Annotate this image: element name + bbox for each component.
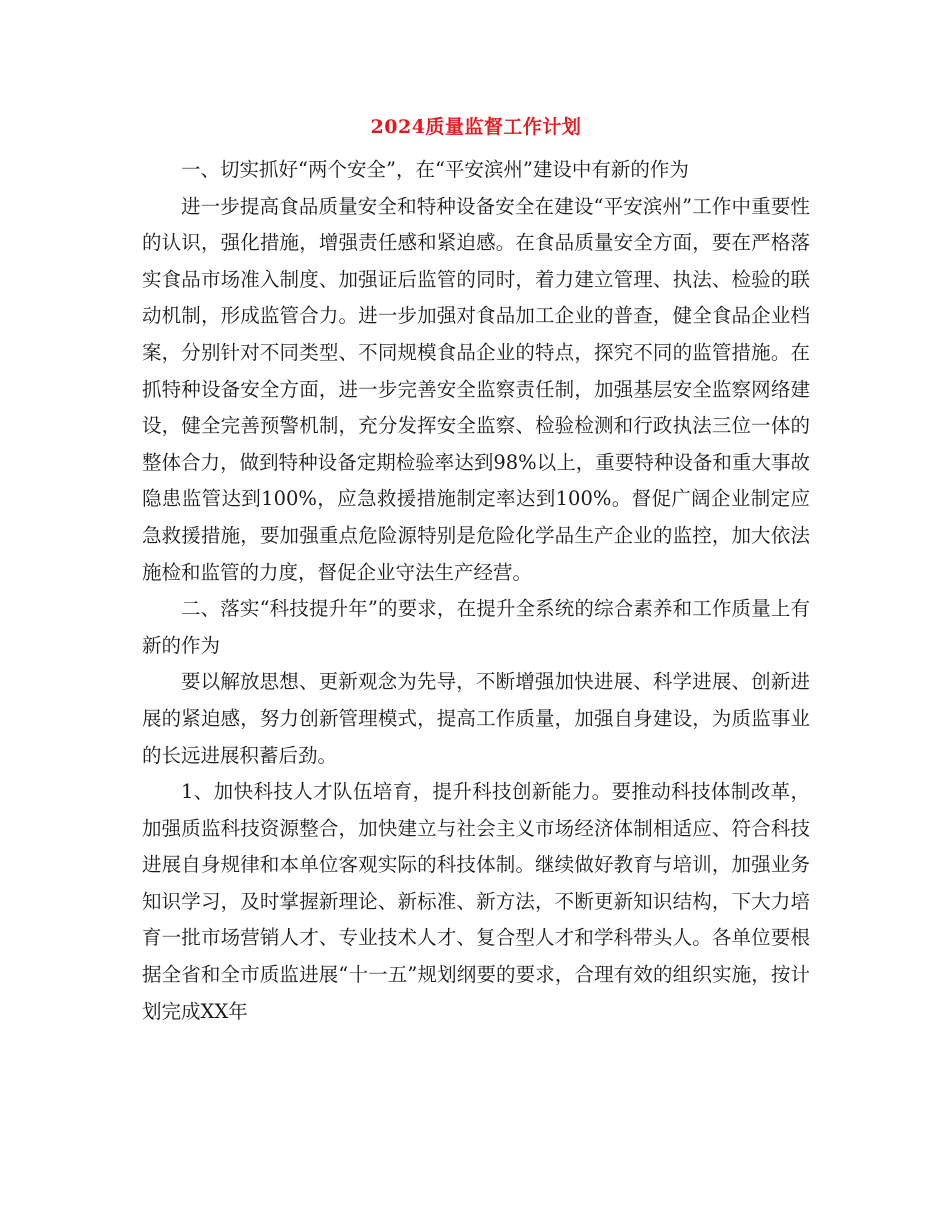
heading-section-two: 二、落实“科技提升年”的要求，在提升全系统的综合素养和工作质量上有新的作为	[142, 597, 810, 657]
document-title: 2024质量监督工作计划	[370, 116, 582, 138]
heading-section-one: 一、切实抓好“两个安全”，在“平安滨州”建设中有新的作为	[181, 158, 689, 181]
paragraph-section-one-body: 进一步提高食品质量安全和特种设备安全在建设“平安滨州”工作中重要性的认识，强化措施，增强责任感和紧迫感。在食品质量安全方面，要在严格落实食品市场准入制度、加强证后监管的同时，着力建立管理、执法、检验的联动机制，形成监管合力。进一步加强对食品加工企业的普查，健全食品企业档案，分别针对不同类型、不同规模食品企业的特点，探究不同的监管措施。在抓特种设备安全方面，进一步完善安全监察责任制，加强基层安全监察网络建设，健全完善预警机制，充分发挥安全监察、检验检测和行政执法三位一体的整体合力，做到特种设备定期检验率达到98%以上，重要特种设备和重大事故隐患监管达到100%，应急救援措施制定率达到100%。督促广阔企业制定应急救援措施，要加强重点危险源特别是危险化学品生产企业的监控，加大依法施检和监管的力度，督促企业守法生产经营。	[142, 194, 810, 584]
paragraph-item-one: 1、加快科技人才队伍培育，提升科技创新能力。要推动科技体制改革，加强质监科技资源整合，加快建立与社会主义市场经济体制相适应、符合科技进展自身规律和本单位客观实际的科技体制。继续做好教育与培训，加强业务知识学习，及时掌握新理论、新标准、新方法，不断更新知识结构，下大力培育一批市场营销人才、专业技术人才、复合型人才和学科带头人。各单位要根据全省和全市质监进展“十一五”规划纲要的要求，合理有效的组织实施，按计划完成XX年	[142, 780, 810, 1023]
document-page	[142, 112, 810, 1030]
paragraph-section-two-intro: 要以解放思想、更新观念为先导，不断增强加快进展、科学进展、创新进展的紧迫感，努力创新管理模式，提高工作质量，加强自身建设，为质监事业的长远进展积蓄后劲。	[142, 670, 810, 767]
